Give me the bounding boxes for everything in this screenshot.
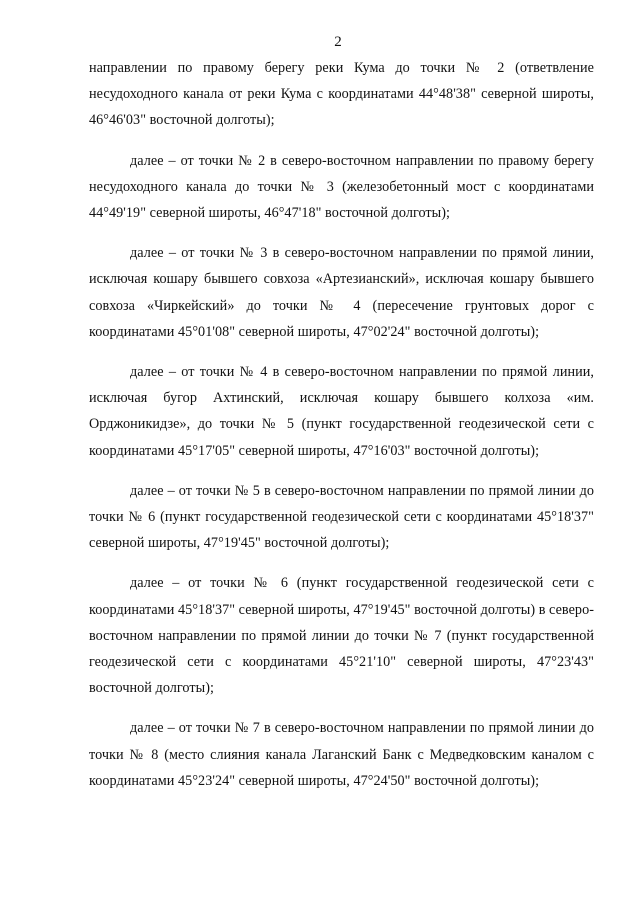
paragraph-point-5-6: далее – от точки № 5 в северо-восточном направлении по прямой линии до точки № 6 (пункт государственной геодезической сети с координатами 45°18'37" северной широты, 47°19'45" восточной долготы); <box>89 482 594 552</box>
document-body <box>89 55 594 808</box>
paragraph-point-7-8: далее – от точки № 7 в северо-восточном направлении по прямой линии до точки № 8 (место слияния канала Лаганский Банк с Медведковским каналом с координатами 45°23'24" северной широты, 47°24'50" восточной долготы); <box>89 720 594 789</box>
paragraph-point-2-3: далее – от точки № 2 в северо-восточном направлении по правому берегу несудоходного канала до точки № 3 (железобетонный мост с координатами 44°49'19" северной широты, 46°47'18" восточной долготы); <box>89 152 594 222</box>
page-number: 2 <box>334 34 342 50</box>
paragraph-point-4-5: далее – от точки № 4 в северо-восточном направлении по прямой линии, исключая бугор Ахтинский, исключая кошару бывшего колхоза «им. Орджоникидзе», до точки № 5 (пункт государственной геодезической сети с координатами 45°17'05" северной широты, 47°16'03" восточной долготы); <box>89 364 594 459</box>
paragraph-point-3-4: далее – от точки № 3 в северо-восточном направлении по прямой линии, исключая кошару бывшего совхоза «Артезианский», исключая кошару бывшего совхоза «Чиркейский» до точки № 4 (пересечение грунтовых дорог с координатами 45°01'08" северной широты, 47°02'24" восточной долготы); <box>89 245 594 340</box>
paragraph-continuation: направлении по правому берегу реки Кума до точки № 2 (ответвление несудоходного канала от реки Кума с координатами 44°48'38" северной широты, 46°46'03" восточной долготы); <box>89 60 594 129</box>
paragraph-point-6-7: далее – от точки № 6 (пункт государственной геодезической сети с координатами 45°18'37" северной широты, 47°19'45" восточной долготы) в северо-восточном направлении по прямой линии до точки № 7 (пункт государственной геодезической сети с координатами 45°21'10" северной широты, 47°23'43" восточной долготы); <box>89 575 594 697</box>
